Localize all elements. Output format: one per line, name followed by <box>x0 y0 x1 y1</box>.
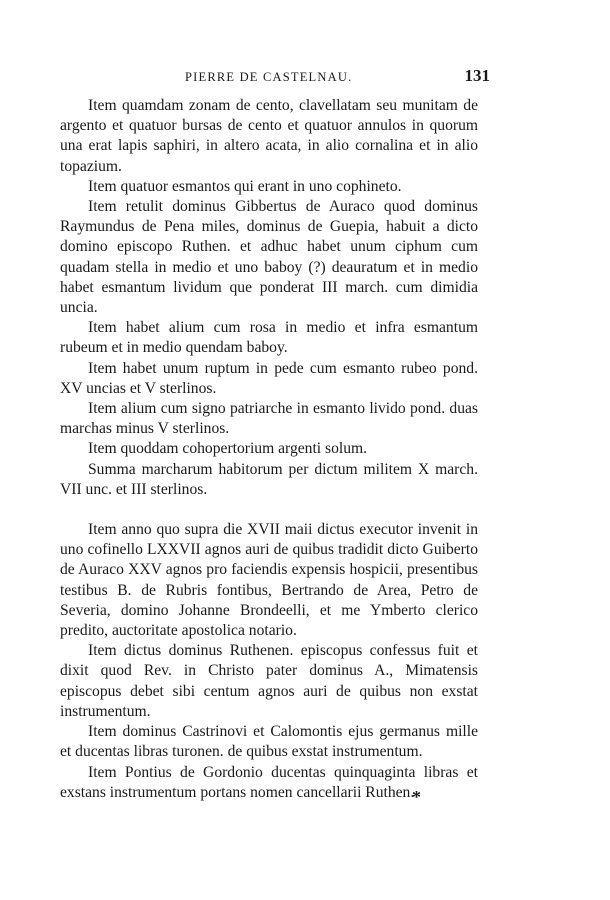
paragraph: Item alium cum signo patriarche in esmanto livido pond. duas marchas minus V sterlinos. <box>60 400 478 438</box>
paragraph: Item anno quo supra die XVII maii dictus executor invenit in uno cofinello LXXVII agnos auri de quibus tradidit dicto Guiberto de Auraco XXV agnos pro faciendis expensis hospicii, presentibus testibus B. de Rubris fontibus, Bertrando de Area, Petro de Severia, domino Johanne Brondeelli, et me Ymberto clerico predito, auctoritate apostolica notario. <box>60 521 478 640</box>
paragraph: Summa marcharum habitorum per dictum militem X march. VII unc. et III sterlinos. <box>60 460 478 498</box>
paragraph: Item dictus dominus Ruthenen. episcopus confessus fuit et dixit quod Rev. in Christo pater dominus A., Mimatensis episcopus debet sibi centum agnos auri de quibus non exstat instrumentum. <box>60 642 478 720</box>
paragraph: Item habet alium cum rosa in medio et infra esmantum rubeum et in medio quendam baboy. <box>60 319 478 357</box>
footer-mark: * <box>412 787 421 807</box>
running-title: PIERRE DE CASTELNAU. <box>185 70 353 84</box>
paragraph: Item Pontius de Gordonio ducentas quinquaginta libras et exstans instrumentum portans nomen cancellarii Ruthen. <box>60 763 478 801</box>
paragraph: Item dominus Castrinovi et Calomontis ejus germanus mille et ducentas libras turonen. de quibus exstat instrumentum. <box>60 723 478 761</box>
section-gap <box>60 500 478 520</box>
paragraph: Item quatuor esmantos qui erant in uno cophineto. <box>88 177 402 195</box>
running-header <box>60 66 490 88</box>
page-body <box>60 96 478 803</box>
paragraph: Item retulit dominus Gibbertus de Auraco quod dominus Raymundus de Pena miles, dominus de Guepia, habuit a dicto domino episcopo Ruthen. et adhuc habet unum ciphum cum quadam stella in medio et uno baboy (?) deauratum et in medio habet esmantum lividum que ponderat III march. cum dimidia uncia. <box>60 198 478 317</box>
paragraph: Item quamdam zonam de cento, clavellatam seu munitam de argento et quatuor bursas de cento et quatuor annulos in quorum una erat lapis saphiri, in altero acata, in alio cornalina et in alio topazium. <box>60 97 478 175</box>
page-number: 131 <box>464 66 490 85</box>
paragraph: Item habet unum ruptum in pede cum esmanto rubeo pond. XV uncias et V sterlinos. <box>60 359 478 397</box>
paragraph: Item quoddam cohopertorium argenti solum. <box>88 440 368 458</box>
